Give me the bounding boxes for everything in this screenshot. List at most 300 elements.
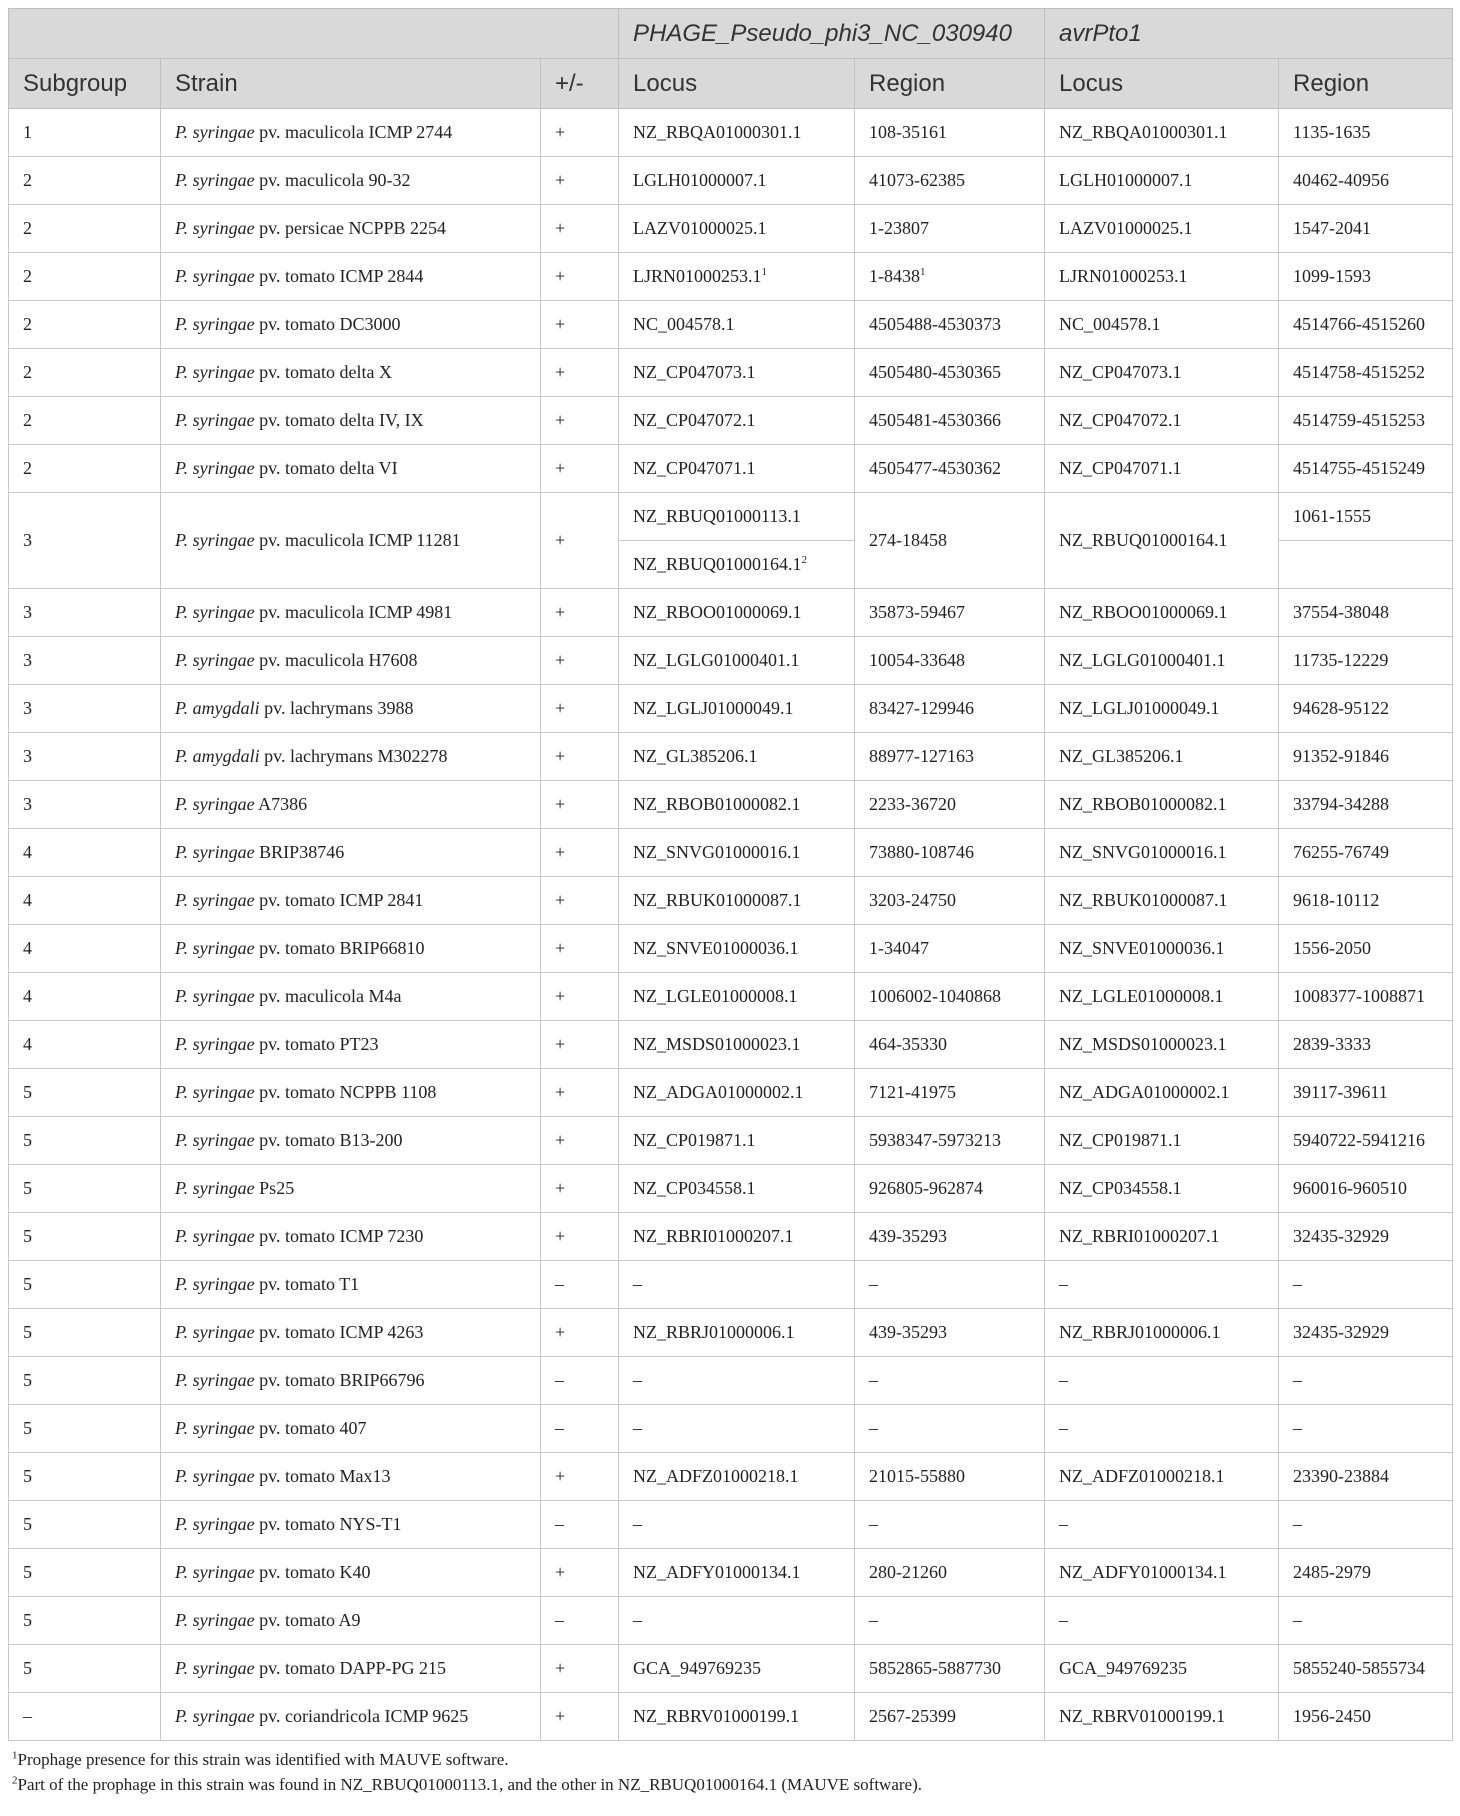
strain-species: P. syringae (175, 650, 255, 670)
table-row (9, 1693, 1453, 1741)
cell-phage-region-text: 1-34047 (869, 938, 930, 958)
cell-avrpto-locus-text: NZ_RBUK01000087.1 (1059, 890, 1228, 910)
cell-subgroup-text: 4 (23, 986, 32, 1006)
cell-presence (541, 1117, 619, 1165)
header-avrpto-group: avrPto1 (1045, 9, 1453, 59)
cell-subgroup (9, 781, 161, 829)
strain-species: P. syringae (175, 986, 255, 1006)
col-presence: +/- (541, 59, 619, 109)
cell-phage-locus (619, 973, 855, 1021)
cell-avrpto-region-text: 91352-91846 (1293, 746, 1390, 766)
cell-strain (161, 1069, 541, 1117)
cell-avrpto-locus-text: NZ_RBQA01000301.1 (1059, 122, 1228, 142)
cell-presence-text: + (555, 602, 566, 622)
cell-phage-locus (619, 205, 855, 253)
cell-phage-locus (619, 445, 855, 493)
cell-avrpto-region (1279, 493, 1453, 589)
cell-subgroup-text: 5 (23, 1178, 32, 1198)
strain-name: pv. tomato 407 (254, 1418, 367, 1438)
cell-avrpto-locus-text: NZ_RBOO01000069.1 (1059, 602, 1228, 622)
cell-subgroup (9, 1261, 161, 1309)
cell-avrpto-locus-text: NZ_RBOB01000082.1 (1059, 794, 1227, 814)
cell-subgroup (9, 685, 161, 733)
cell-subgroup-text: 5 (23, 1130, 32, 1150)
header-group-row (9, 9, 1453, 59)
cell-subgroup (9, 925, 161, 973)
cell-avrpto-locus-text: NZ_CP019871.1 (1059, 1130, 1182, 1150)
cell-presence (541, 1453, 619, 1501)
cell-presence-text: + (555, 1130, 566, 1150)
cell-phage-locus (619, 925, 855, 973)
cell-avrpto-locus (1045, 493, 1279, 589)
strain-name: pv. maculicola H7608 (254, 650, 418, 670)
cell-subgroup (9, 1405, 161, 1453)
cell-avrpto-region-text: 1556-2050 (1293, 938, 1372, 958)
strain-species: P. syringae (175, 602, 255, 622)
cell-phage-locus (619, 1165, 855, 1213)
header-phage-group: PHAGE_Pseudo_phi3_NC_030940 (619, 9, 1045, 59)
table-row (9, 1357, 1453, 1405)
cell-avrpto-locus-text: NC_004578.1 (1059, 314, 1161, 334)
cell-presence (541, 349, 619, 397)
cell-subgroup-text: 2 (23, 314, 32, 334)
cell-subgroup (9, 1021, 161, 1069)
strain-name: pv. tomato NYS-T1 (254, 1514, 402, 1534)
strain-species: P. syringae (175, 1658, 255, 1678)
cell-presence-text: + (555, 650, 566, 670)
cell-phage-locus-text: NZ_CP047072.1 (633, 410, 756, 430)
table-row (9, 781, 1453, 829)
cell-subgroup-text: 5 (23, 1418, 32, 1438)
cell-phage-region (855, 1165, 1045, 1213)
cell-presence-text: + (555, 170, 566, 190)
cell-subgroup (9, 397, 161, 445)
footnote-ref: 2 (801, 554, 808, 566)
cell-presence-text: – (555, 1514, 564, 1534)
cell-subgroup (9, 1645, 161, 1693)
cell-phage-locus (619, 637, 855, 685)
strain-name: pv. maculicola ICMP 4981 (254, 602, 453, 622)
cell-avrpto-region (1279, 157, 1453, 205)
cell-phage-locus-text: NZ_RBUK01000087.1 (633, 890, 802, 910)
cell-phage-locus (619, 877, 855, 925)
cell-avrpto-locus-text: – (1059, 1274, 1069, 1294)
table-row (9, 1453, 1453, 1501)
cell-presence (541, 493, 619, 589)
cell-phage-region (855, 1693, 1045, 1741)
cell-avrpto-locus-text: NZ_CP047072.1 (1059, 410, 1182, 430)
cell-presence (541, 1021, 619, 1069)
cell-presence-text: + (555, 1658, 566, 1678)
table-row (9, 1069, 1453, 1117)
cell-presence (541, 1549, 619, 1597)
cell-avrpto-region-text: 2485-2979 (1293, 1562, 1372, 1582)
avrpto-region-part-b (1279, 540, 1452, 588)
cell-phage-region (855, 1501, 1045, 1549)
cell-avrpto-locus-text: NZ_ADFY01000134.1 (1059, 1562, 1227, 1582)
cell-phage-region-text: 73880-108746 (869, 842, 975, 862)
cell-avrpto-region (1279, 301, 1453, 349)
strain-name: pv. tomato ICMP 2844 (254, 266, 424, 286)
cell-avrpto-region-text: 32435-32929 (1293, 1322, 1390, 1342)
strain-species: P. syringae (175, 1706, 255, 1726)
cell-avrpto-region (1279, 1021, 1453, 1069)
cell-presence (541, 781, 619, 829)
cell-phage-region (855, 1213, 1045, 1261)
cell-presence (541, 589, 619, 637)
cell-avrpto-region (1279, 877, 1453, 925)
cell-avrpto-region (1279, 1405, 1453, 1453)
cell-avrpto-locus-text: LAZV01000025.1 (1059, 218, 1193, 238)
cell-subgroup (9, 1069, 161, 1117)
strain-species: P. syringae (175, 122, 255, 142)
strain-name: pv. tomato BRIP66810 (254, 938, 425, 958)
cell-subgroup-text: – (23, 1706, 32, 1726)
cell-presence-text: + (555, 746, 566, 766)
footnote-ref: 1 (920, 266, 926, 278)
cell-presence (541, 157, 619, 205)
cell-subgroup (9, 349, 161, 397)
strain-species: P. syringae (175, 266, 255, 286)
cell-avrpto-region (1279, 829, 1453, 877)
cell-subgroup-text: 5 (23, 1322, 32, 1342)
cell-subgroup (9, 109, 161, 157)
footnote-2: $^2$Part of the prophage in this strain was found in NZ_RBUQ01000113.1, and the other in NZ_RBUQ01000164.1 (MAUVE software). (12, 1774, 922, 1794)
cell-strain (161, 829, 541, 877)
cell-avrpto-region (1279, 1645, 1453, 1693)
cell-phage-region-text: 35873-59467 (869, 602, 966, 622)
strain-name: pv. tomato PT23 (254, 1034, 379, 1054)
cell-subgroup-text: 5 (23, 1370, 32, 1390)
table-row (9, 1021, 1453, 1069)
strain-name: A7386 (254, 794, 308, 814)
cell-subgroup (9, 253, 161, 301)
table-row (9, 829, 1453, 877)
cell-avrpto-region-text: 1135-1635 (1293, 122, 1371, 142)
strain-name: pv. tomato A9 (254, 1610, 361, 1630)
cell-avrpto-locus-text: GCA_949769235 (1059, 1658, 1188, 1678)
cell-phage-locus (619, 1501, 855, 1549)
cell-subgroup (9, 1453, 161, 1501)
cell-phage-region (855, 1069, 1045, 1117)
cell-phage-region-text: 926805-962874 (869, 1178, 984, 1198)
cell-phage-region-text: 41073-62385 (869, 170, 966, 190)
cell-presence (541, 1261, 619, 1309)
cell-phage-locus-text: NZ_RBOO01000069.1 (633, 602, 802, 622)
cell-avrpto-region (1279, 253, 1453, 301)
cell-avrpto-region (1279, 589, 1453, 637)
cell-strain (161, 1213, 541, 1261)
cell-phage-region (855, 493, 1045, 589)
cell-subgroup (9, 1693, 161, 1741)
cell-subgroup (9, 1309, 161, 1357)
cell-phage-locus-text: NZ_CP047073.1 (633, 362, 756, 382)
cell-phage-locus-text: NZ_LGLG01000401.1 (633, 650, 800, 670)
cell-phage-region-text: 3203-24750 (869, 890, 957, 910)
cell-phage-region (855, 253, 1045, 301)
strain-species: P. syringae (175, 1082, 255, 1102)
strain-name: pv. coriandricola ICMP 9625 (254, 1706, 469, 1726)
cell-phage-locus-text: – (633, 1274, 643, 1294)
cell-phage-locus (619, 1357, 855, 1405)
cell-avrpto-region (1279, 1501, 1453, 1549)
cell-subgroup (9, 157, 161, 205)
cell-presence-text: + (555, 1562, 566, 1582)
cell-phage-region-text: 274-18458 (869, 530, 948, 550)
phage-locus-part-b: NZ_RBUQ01000164.1$^2$ (619, 540, 854, 588)
cell-avrpto-locus-text: NZ_LGLE01000008.1 (1059, 986, 1224, 1006)
strain-species: P. syringae (175, 314, 255, 334)
cell-presence-text: + (555, 1178, 566, 1198)
cell-presence-text: + (555, 890, 566, 910)
cell-strain (161, 1165, 541, 1213)
table-row (9, 1501, 1453, 1549)
cell-avrpto-locus (1045, 1213, 1279, 1261)
cell-strain (161, 349, 541, 397)
cell-phage-region-text: 4505480-4530365 (869, 362, 1002, 382)
cell-avrpto-region-text: – (1293, 1418, 1303, 1438)
table-row (9, 1117, 1453, 1165)
col-phage-locus: Locus (619, 59, 855, 109)
cell-avrpto-region-text: – (1293, 1274, 1303, 1294)
strain-name: pv. tomato ICMP 4263 (254, 1322, 424, 1342)
strain-name: pv. tomato BRIP66796 (254, 1370, 425, 1390)
strain-species: P. syringae (175, 458, 255, 478)
cell-avrpto-locus-text: – (1059, 1418, 1069, 1438)
cell-strain (161, 157, 541, 205)
cell-subgroup-text: 5 (23, 1610, 32, 1630)
cell-phage-region (855, 205, 1045, 253)
cell-strain (161, 301, 541, 349)
cell-phage-region-text: 4505477-4530362 (869, 458, 1002, 478)
cell-avrpto-locus (1045, 1645, 1279, 1693)
cell-avrpto-locus-text: NZ_CP034558.1 (1059, 1178, 1182, 1198)
table-row (9, 685, 1453, 733)
table-row (9, 1597, 1453, 1645)
cell-avrpto-region-text: 1099-1593 (1293, 266, 1372, 286)
cell-avrpto-locus (1045, 1165, 1279, 1213)
cell-phage-locus-text: GCA_949769235 (633, 1658, 762, 1678)
cell-phage-locus (619, 1069, 855, 1117)
strain-species: P. syringae (175, 1034, 255, 1054)
strain-species: P. syringae (175, 170, 255, 190)
strain-name: Ps25 (254, 1178, 295, 1198)
cell-avrpto-region-text: 94628-95122 (1293, 698, 1390, 718)
cell-phage-region-text: 5852865-5887730 (869, 1658, 1002, 1678)
cell-strain (161, 253, 541, 301)
cell-presence-text: – (555, 1274, 564, 1294)
cell-avrpto-region (1279, 445, 1453, 493)
cell-phage-locus-text: – (633, 1610, 643, 1630)
cell-subgroup-text: 5 (23, 1466, 32, 1486)
cell-phage-region (855, 1117, 1045, 1165)
cell-strain (161, 1021, 541, 1069)
cell-phage-region-text: 439-35293 (869, 1322, 948, 1342)
cell-phage-region (855, 301, 1045, 349)
cell-avrpto-locus (1045, 349, 1279, 397)
cell-phage-region-text: 4505488-4530373 (869, 314, 1002, 334)
table-row (9, 493, 1453, 589)
cell-avrpto-locus (1045, 157, 1279, 205)
cell-avrpto-locus (1045, 829, 1279, 877)
cell-phage-locus (619, 589, 855, 637)
col-subgroup: Subgroup (9, 59, 161, 109)
cell-avrpto-locus (1045, 925, 1279, 973)
cell-strain (161, 781, 541, 829)
cell-phage-locus (619, 1453, 855, 1501)
cell-avrpto-region (1279, 349, 1453, 397)
cell-avrpto-locus (1045, 1453, 1279, 1501)
cell-phage-region-text: 10054-33648 (869, 650, 966, 670)
cell-subgroup (9, 1597, 161, 1645)
cell-avrpto-locus (1045, 1261, 1279, 1309)
strain-species: P. syringae (175, 1562, 255, 1582)
cell-subgroup-text: 4 (23, 890, 32, 910)
strain-name: pv. tomato ICMP 2841 (254, 890, 424, 910)
strain-species: P. syringae (175, 1466, 255, 1486)
cell-subgroup-text: 2 (23, 266, 32, 286)
cell-phage-region (855, 925, 1045, 973)
cell-avrpto-locus (1045, 1309, 1279, 1357)
cell-phage-region-text: 108-35161 (869, 122, 948, 142)
cell-phage-locus-text: NZ_ADFY01000134.1 (633, 1562, 801, 1582)
cell-subgroup-text: 2 (23, 410, 32, 430)
table-row (9, 589, 1453, 637)
cell-presence-text: + (555, 842, 566, 862)
strain-species: P. amygdali (175, 746, 260, 766)
cell-presence-text: + (555, 218, 566, 238)
cell-phage-region (855, 1597, 1045, 1645)
cell-subgroup-text: 5 (23, 1514, 32, 1534)
cell-subgroup-text: 4 (23, 842, 32, 862)
cell-avrpto-region-text: – (1293, 1514, 1303, 1534)
cell-strain (161, 877, 541, 925)
cell-avrpto-region-text: – (1293, 1370, 1303, 1390)
cell-phage-locus (619, 781, 855, 829)
cell-phage-region (855, 397, 1045, 445)
strain-name: pv. tomato delta VI (254, 458, 398, 478)
cell-phage-region (855, 1405, 1045, 1453)
cell-strain (161, 1645, 541, 1693)
cell-strain (161, 493, 541, 589)
strain-name: BRIP38746 (254, 842, 345, 862)
cell-presence (541, 1165, 619, 1213)
cell-avrpto-locus-text: NZ_SNVG01000016.1 (1059, 842, 1227, 862)
cell-phage-region (855, 589, 1045, 637)
cell-phage-locus-text: NZ_LGLJ01000049.1 (633, 698, 794, 718)
cell-presence (541, 637, 619, 685)
table-row (9, 301, 1453, 349)
cell-phage-locus-text: NZ_LGLE01000008.1 (633, 986, 798, 1006)
cell-phage-region-text: 88977-127163 (869, 746, 975, 766)
footnote-ref: 1 (761, 266, 768, 278)
strain-name: pv. tomato delta IV, IX (254, 410, 424, 430)
cell-strain (161, 1693, 541, 1741)
cell-avrpto-region-text: 5940722-5941216 (1293, 1130, 1426, 1150)
col-avrpto-locus: Locus (1045, 59, 1279, 109)
cell-phage-region-text: 5938347-5973213 (869, 1130, 1002, 1150)
cell-presence (541, 205, 619, 253)
cell-avrpto-region (1279, 205, 1453, 253)
cell-presence-text: + (555, 1322, 566, 1342)
cell-subgroup (9, 637, 161, 685)
cell-phage-region (855, 445, 1045, 493)
cell-phage-locus-text: NZ_CP047071.1 (633, 458, 756, 478)
table-row (9, 1405, 1453, 1453)
cell-phage-region-text: – (869, 1370, 879, 1390)
cell-avrpto-locus (1045, 1597, 1279, 1645)
cell-phage-region (855, 109, 1045, 157)
strain-species: P. syringae (175, 842, 255, 862)
cell-presence (541, 925, 619, 973)
cell-avrpto-region-text: 37554-38048 (1293, 602, 1390, 622)
cell-phage-region (855, 733, 1045, 781)
cell-avrpto-locus-text: NZ_CP047071.1 (1059, 458, 1182, 478)
cell-phage-locus (619, 1117, 855, 1165)
cell-avrpto-locus-text: – (1059, 1610, 1069, 1630)
cell-subgroup (9, 493, 161, 589)
cell-presence (541, 1693, 619, 1741)
cell-strain (161, 973, 541, 1021)
cell-subgroup-text: 4 (23, 938, 32, 958)
cell-subgroup-text: 3 (23, 650, 32, 670)
cell-phage-region-text: 1-23807 (869, 218, 930, 238)
cell-phage-locus (619, 301, 855, 349)
cell-presence-text: + (555, 986, 566, 1006)
cell-phage-region-text: 2567-25399 (869, 1706, 957, 1726)
cell-phage-locus-text: NZ_RBRJ01000006.1 (633, 1322, 795, 1342)
cell-avrpto-locus (1045, 877, 1279, 925)
footnotes (8, 1747, 1452, 1797)
table-row (9, 349, 1453, 397)
strain-species: P. syringae (175, 1178, 255, 1198)
cell-avrpto-region (1279, 1549, 1453, 1597)
cell-strain (161, 733, 541, 781)
cell-subgroup (9, 877, 161, 925)
table-row (9, 109, 1453, 157)
cell-avrpto-locus-text: LGLH01000007.1 (1059, 170, 1193, 190)
cell-avrpto-region (1279, 397, 1453, 445)
cell-subgroup-text: 2 (23, 170, 32, 190)
cell-phage-locus (619, 349, 855, 397)
cell-avrpto-region-text: 40462-40956 (1293, 170, 1390, 190)
cell-subgroup-text: 2 (23, 458, 32, 478)
cell-avrpto-locus (1045, 781, 1279, 829)
cell-subgroup-text: 5 (23, 1082, 32, 1102)
cell-strain (161, 1117, 541, 1165)
cell-presence-text: + (555, 410, 566, 430)
cell-presence (541, 829, 619, 877)
cell-avrpto-locus (1045, 733, 1279, 781)
cell-avrpto-region-text: 4514766-4515260 (1293, 314, 1426, 334)
cell-phage-locus-text: NZ_ADFZ01000218.1 (633, 1466, 799, 1486)
cell-avrpto-locus-text: NZ_ADFZ01000218.1 (1059, 1466, 1225, 1486)
col-strain: Strain (161, 59, 541, 109)
cell-presence (541, 877, 619, 925)
strain-name: pv. tomato NCPPB 1108 (254, 1082, 437, 1102)
cell-avrpto-region-text: 33794-34288 (1293, 794, 1390, 814)
cell-phage-region-text: 464-35330 (869, 1034, 948, 1054)
strain-name: pv. maculicola M4a (254, 986, 402, 1006)
table-row (9, 205, 1453, 253)
cell-subgroup (9, 445, 161, 493)
phage-locus-part-a: NZ_RBUQ01000113.1 (633, 506, 801, 526)
cell-presence (541, 1645, 619, 1693)
cell-avrpto-region-text: 39117-39611 (1293, 1082, 1388, 1102)
cell-phage-locus-text: NZ_RBRV01000199.1 (633, 1706, 800, 1726)
table-row (9, 1261, 1453, 1309)
cell-avrpto-locus (1045, 1693, 1279, 1741)
